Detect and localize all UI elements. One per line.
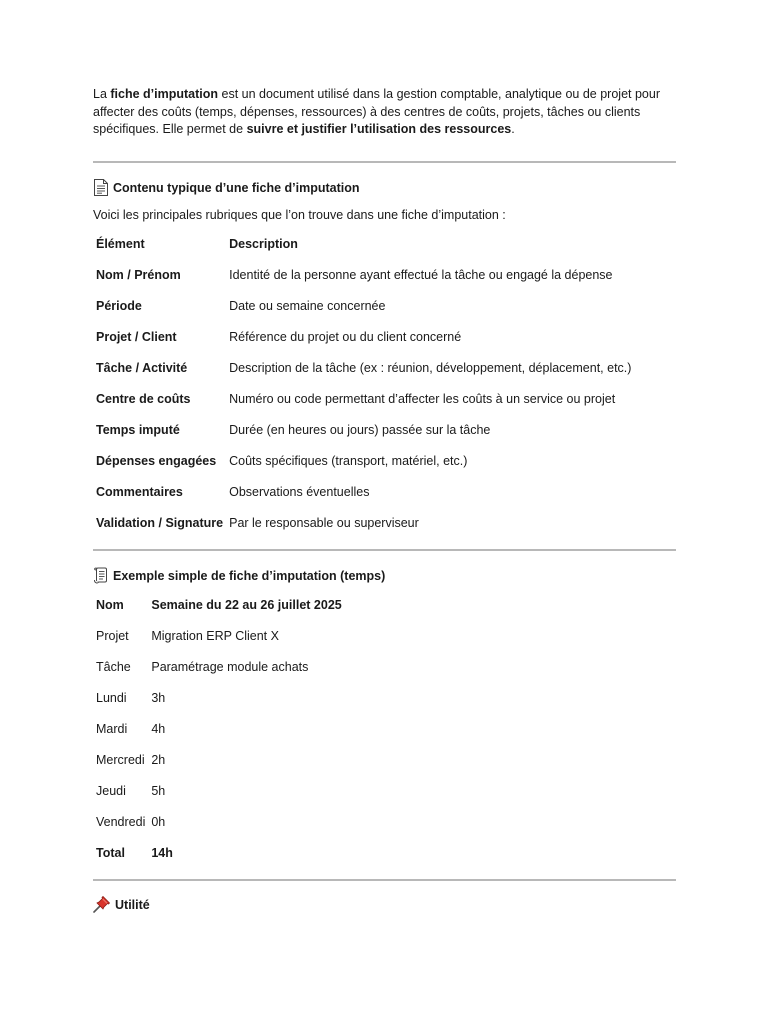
- table-total-row: [93, 838, 345, 869]
- table-cell-element: Commentaires: [96, 485, 183, 499]
- intro-text: La: [93, 87, 111, 101]
- pushpin-icon: [93, 896, 111, 913]
- section-title-text: Exemple simple de fiche d’imputation (temps): [113, 568, 386, 583]
- column-header: Description: [229, 237, 298, 251]
- table-cell-description: Identité de la personne ayant effectué la tâche ou engagé la dépense: [229, 268, 613, 282]
- table-row: [93, 621, 345, 652]
- intro-text: .: [511, 122, 515, 136]
- intro-paragraph: [93, 86, 676, 139]
- intro-bold-term: fiche d’imputation: [110, 87, 219, 101]
- table-row: [93, 508, 634, 539]
- table-cell-label: Projet: [96, 629, 129, 643]
- table-row: [93, 353, 634, 384]
- section-divider: [93, 161, 676, 163]
- section-heading-exemple: [93, 566, 676, 586]
- table-cell-element: Validation / Signature: [96, 516, 224, 530]
- intro-bold-phrase: suivre et justifier l’utilisation des ressources: [246, 122, 512, 136]
- table-row: [93, 322, 634, 353]
- table-cell-value: 3h: [151, 691, 166, 705]
- table-cell-value: 2h: [151, 753, 166, 767]
- column-header: Nom: [96, 598, 124, 612]
- document-body: [93, 86, 676, 915]
- table-cell-label: Vendredi: [96, 815, 146, 829]
- table-cell-element: Centre de coûts: [96, 392, 191, 406]
- section-title-text: Utilité: [115, 897, 150, 912]
- table-cell-element: Projet / Client: [96, 330, 177, 344]
- scroll-icon: [93, 567, 109, 584]
- table-cell-description: Numéro ou code permettant d’affecter les coûts à un service ou projet: [229, 392, 616, 406]
- column-header: Semaine du 22 au 26 juillet 2025: [151, 598, 342, 612]
- table-cell-element: Temps imputé: [96, 423, 180, 437]
- table-row: [93, 714, 345, 745]
- table-cell-label: Tâche: [96, 660, 131, 674]
- table-cell-total-label: Total: [96, 846, 125, 860]
- table-cell-total-value: 14h: [151, 846, 173, 860]
- table-cell-label: Jeudi: [96, 784, 126, 798]
- table-cell-element: Tâche / Activité: [96, 361, 188, 375]
- table-cell-value: Paramétrage module achats: [151, 660, 309, 674]
- section-title-text: Contenu typique d’une fiche d’imputation: [113, 180, 360, 195]
- table-row: [93, 745, 345, 776]
- table-cell-description: Observations éventuelles: [229, 485, 370, 499]
- table-row: [93, 260, 634, 291]
- table-row: [93, 446, 634, 477]
- rubriques-table: [93, 229, 634, 539]
- table-cell-description: Par le responsable ou superviseur: [229, 516, 419, 530]
- section-heading-contenu: [93, 178, 676, 198]
- table-cell-element: Dépenses engagées: [96, 454, 217, 468]
- table-row: [93, 807, 345, 838]
- table-cell-label: Lundi: [96, 691, 127, 705]
- table-cell-value: Migration ERP Client X: [151, 629, 279, 643]
- section-divider: [93, 549, 676, 551]
- table-cell-description: Description de la tâche (ex : réunion, développement, déplacement, etc.): [229, 361, 632, 375]
- table-row: [93, 291, 634, 322]
- table-row: [93, 776, 345, 807]
- section-divider: [93, 879, 676, 881]
- table-cell-description: Coûts spécifiques (transport, matériel, etc.): [229, 454, 468, 468]
- table-cell-description: Date ou semaine concernée: [229, 299, 386, 313]
- section-lead-text: Voici les principales rubriques que l’on trouve dans une fiche d’imputation :: [93, 207, 506, 222]
- exemple-table: [93, 590, 345, 869]
- table-header-row: [93, 590, 345, 621]
- table-cell-value: 4h: [151, 722, 166, 736]
- column-header: Élément: [96, 237, 145, 251]
- document-icon: [93, 179, 109, 196]
- table-cell-label: Mercredi: [96, 753, 145, 767]
- section-heading-utilite: [93, 895, 676, 915]
- intro-text: est un document utilisé dans la gestion comptable, analytique ou de projet pour affecter des coûts (temps, dépenses, ressources) à des centres de coûts, projets, tâches ou clients spécifiques. Elle permet de: [93, 87, 660, 136]
- table-cell-value: 5h: [151, 784, 166, 798]
- table-row: [93, 683, 345, 714]
- table-cell-element: Nom / Prénom: [96, 268, 181, 282]
- table-cell-value: 0h: [151, 815, 166, 829]
- table-row: [93, 415, 634, 446]
- table-cell-description: Référence du projet ou du client concerné: [229, 330, 462, 344]
- table-header-row: [93, 229, 634, 260]
- table-row: [93, 652, 345, 683]
- table-cell-description: Durée (en heures ou jours) passée sur la tâche: [229, 423, 491, 437]
- table-row: [93, 384, 634, 415]
- table-cell-element: Période: [96, 299, 142, 313]
- table-cell-label: Mardi: [96, 722, 128, 736]
- table-row: [93, 477, 634, 508]
